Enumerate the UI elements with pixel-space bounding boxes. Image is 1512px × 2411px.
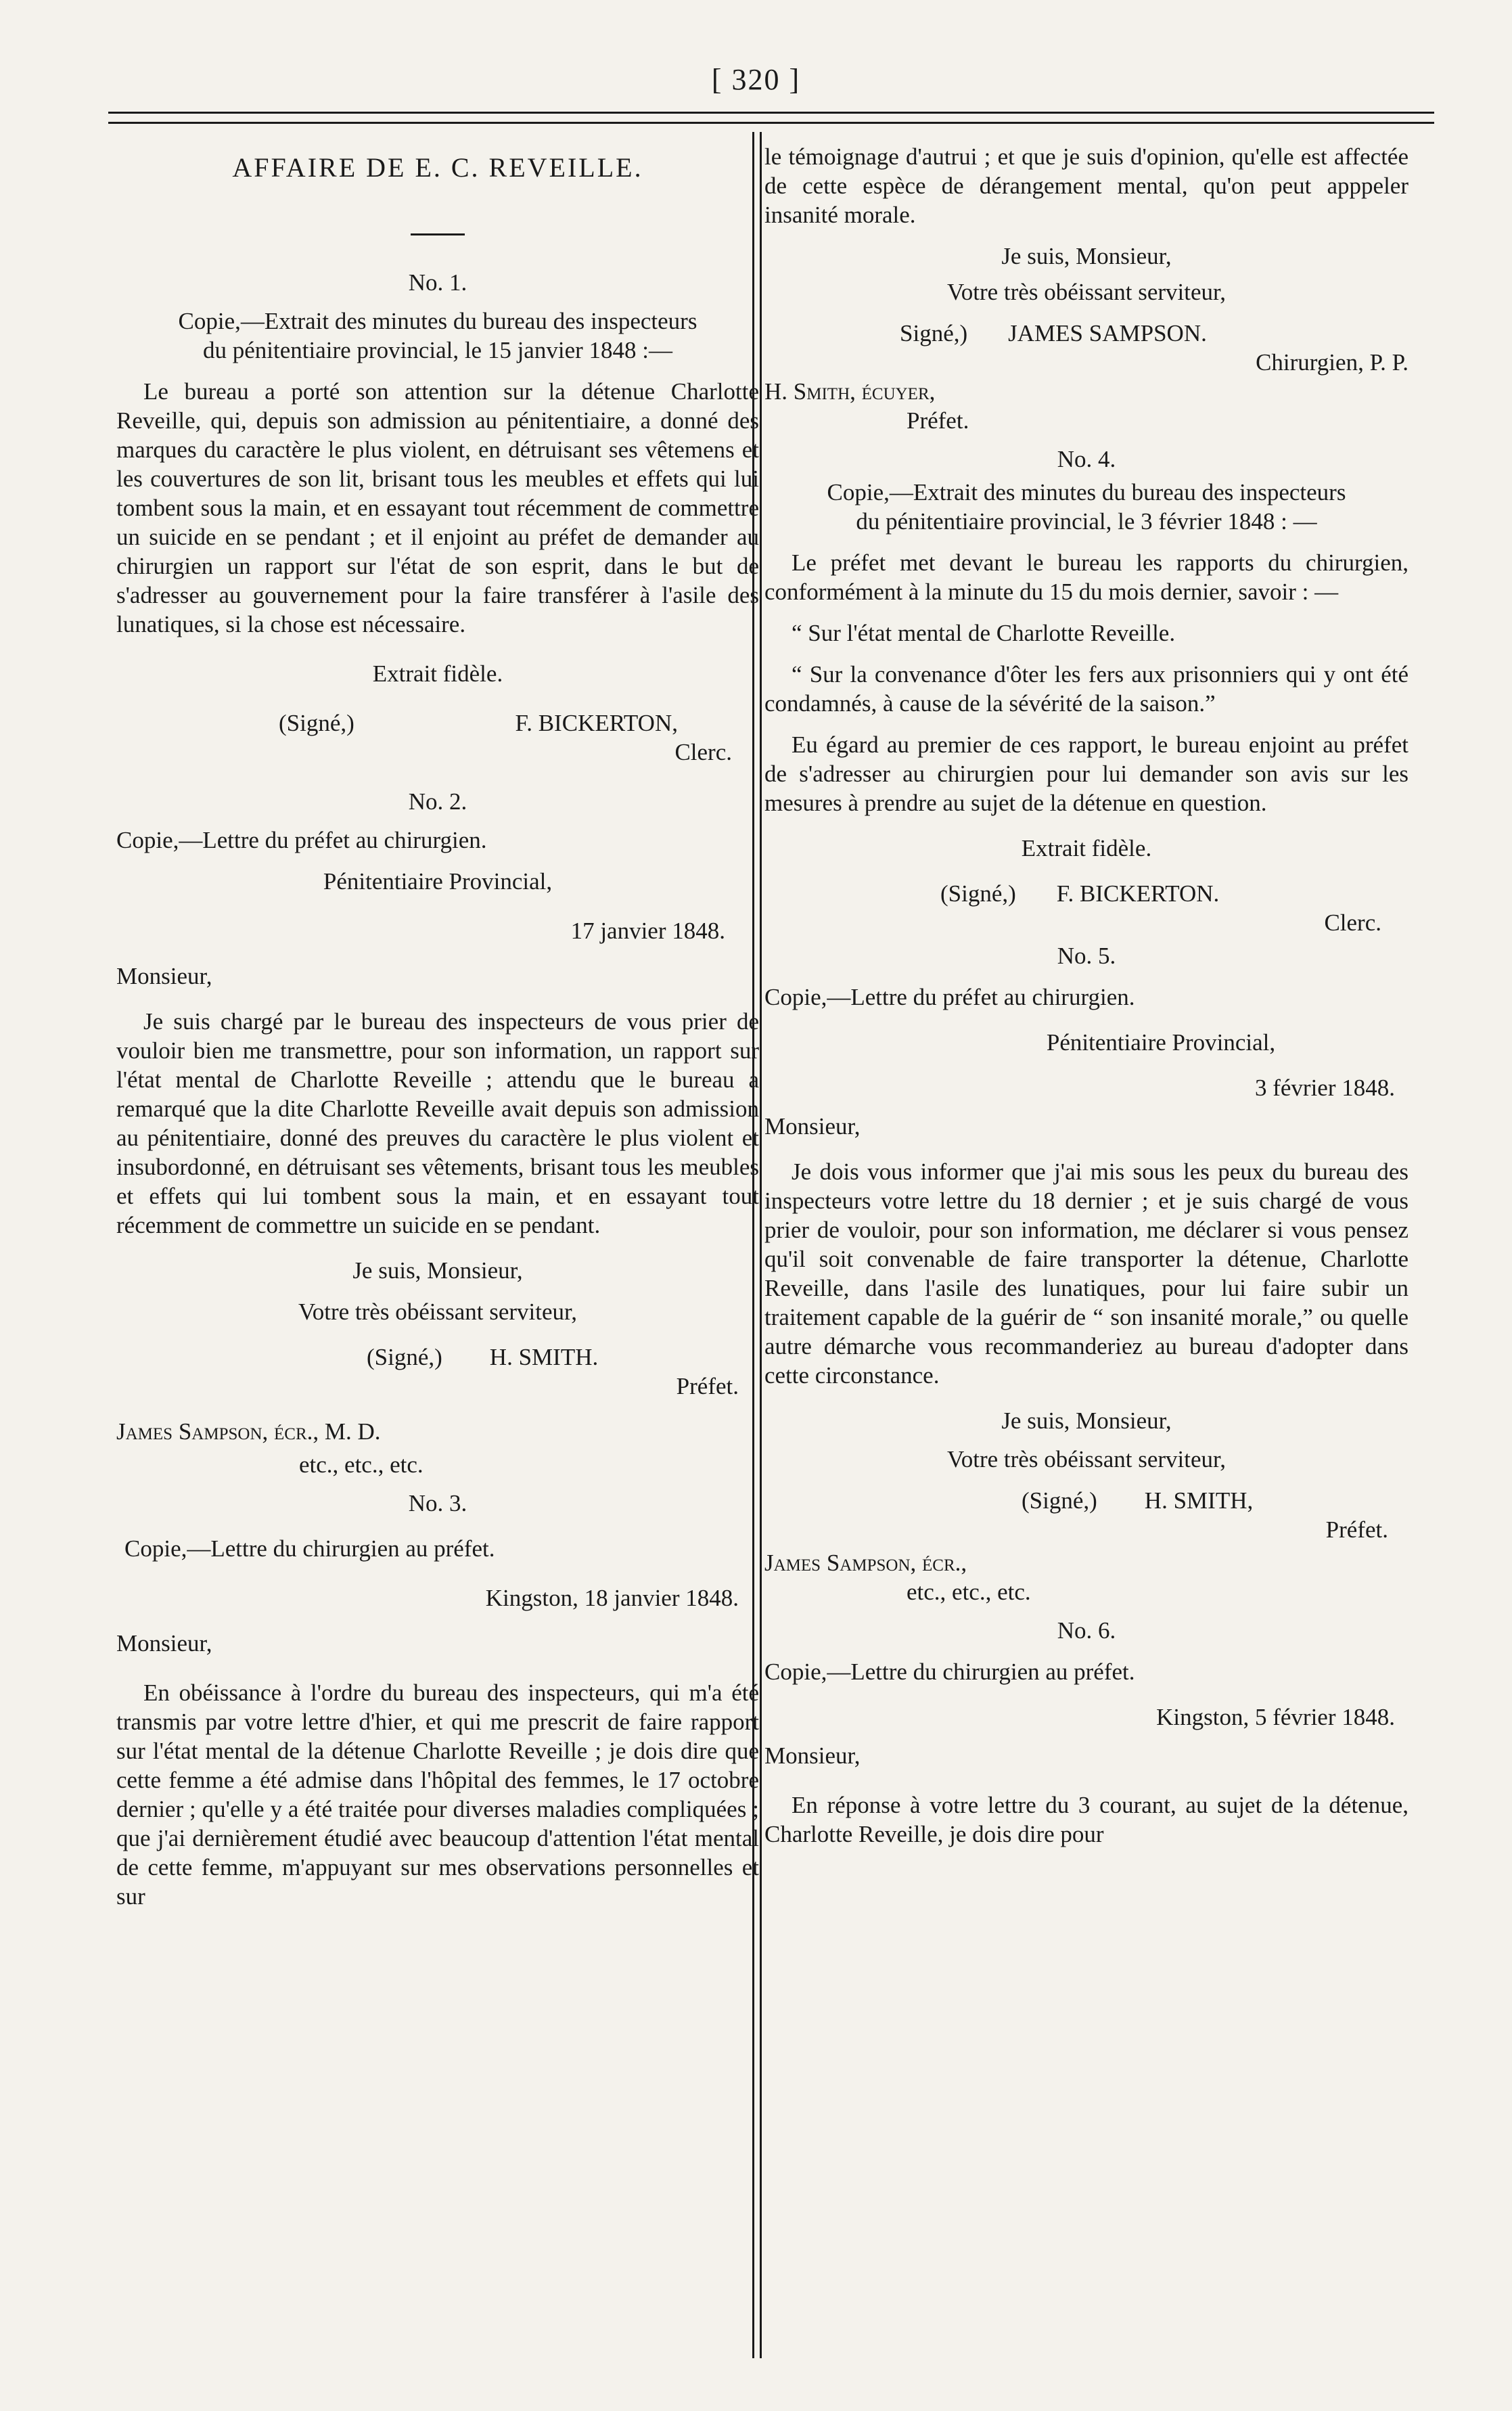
left-column	[116, 142, 759, 1911]
doc2-etc: etc., etc., etc.	[299, 1451, 423, 1478]
doc5-signature	[764, 1486, 1408, 1515]
doc3-signe: Signé,)	[900, 320, 968, 346]
doc1-signe: (Signé,)	[279, 710, 354, 736]
doc4-signer-name: F. BICKERTON.	[1056, 880, 1220, 907]
doc2-signer-name: H. SMITH.	[489, 1344, 599, 1370]
doc5-closing2: Votre très obéissant serviteur,	[946, 1446, 1227, 1472]
doc2-signature	[116, 1343, 759, 1372]
doc4-number: No. 4.	[1057, 446, 1116, 472]
doc3-number: No. 3.	[408, 1490, 467, 1516]
doc5-body: Je dois vous informer que j'ai mis sous les peux du bureau des inspecteurs votre lettre du 18 dernier ; et je suis chargé de vous prier de vouloir, pour son information, me déclarer si vous pensez qu'il soit convenable de faire transporter la détenue, Charlotte Reveille, dans l'asile des lunatiques, pour lui faire subir un traitement capable de la guérir de “ son insanité morale,” ou quelle autre démarche vous recommanderiez au bureau d'adopter dans cette circonstance.	[764, 1158, 1408, 1389]
doc1-signature	[116, 708, 759, 738]
header-rule-top	[108, 112, 1434, 114]
doc2-closing1: Je suis, Monsieur,	[352, 1257, 523, 1284]
doc5-place: Pénitentiaire Provincial,	[1046, 1029, 1276, 1056]
doc3-signer-name: JAMES SAMPSON.	[1008, 320, 1207, 346]
doc4-body2: Eu égard au premier de ces rapport, le bureau enjoint au préfet de s'adresser au chirurgien pour lui demander son avis sur les mesures à prendre au sujet de la détenue en question.	[764, 731, 1408, 816]
doc4-body: Le préfet met devant le bureau les rapports du chirurgien, conformément à la minute du 15 du mois dernier, savoir : —	[764, 549, 1408, 605]
doc4-quote2: “ Sur la convenance d'ôter les fers aux prisonniers qui y ont été condamnés, à cause de la sévérité de la saison.”	[764, 661, 1408, 717]
doc5-salutation: Monsieur,	[764, 1113, 861, 1140]
doc3-closing2: Votre très obéissant serviteur,	[946, 279, 1227, 305]
doc4-extrait: Extrait fidèle.	[1021, 835, 1152, 861]
doc6-salutation: Monsieur,	[764, 1742, 861, 1769]
doc1-body: Le bureau a porté son attention sur la détenue Charlotte Reveille, qui, depuis son admission au pénitentiaire, a donné des marques du caractère le plus violent, en détruisant ses vêtemens et les couvertures de son lit, brisant tous les meubles et effets qui lui tombent sous la main, et en essayant tout récemment de commettre un suicide en se pendant ; et il enjoint au préfet de demander au chirurgien un rapport sur l'état de son esprit, dans le but de s'adresser au gouvernement pour la faire transférer à l'asile des lunatiques, si la chose est nécessaire.	[116, 378, 759, 637]
doc2-date: 17 janvier 1848.	[570, 918, 725, 944]
doc2-body: Je suis chargé par le bureau des inspecteurs de vous prier de vouloir bien me transmettre, pour son information, un rapport sur l'état mental de Charlotte Reveille ; attendu que le bureau a remarqué que la dite Charlotte Reveille avait depuis son admission au pénitentiaire, donné des preuves du caractère le plus violent et insubordonné, en détruisant ses vêtements, brisant tous les meubles et effets qui lui tombent sous la main, et en essayant tout récemment de commettre un suicide en se pendant.	[116, 1008, 759, 1238]
doc4-signature	[764, 879, 1408, 908]
doc6-date: Kingston, 5 février 1848.	[1156, 1704, 1395, 1730]
doc4-signe: (Signé,)	[940, 880, 1016, 907]
doc5-closing1: Je suis, Monsieur,	[1001, 1407, 1172, 1434]
title-dash	[411, 233, 465, 235]
doc1-signer-role: Clerc.	[674, 739, 732, 765]
doc1-copie-line2: du pénitentiaire provincial, le 15 janvier 1848 :—	[203, 337, 672, 363]
doc2-copie: Copie,—Lettre du préfet au chirurgien.	[116, 827, 487, 853]
doc5-signe: (Signé,)	[1022, 1487, 1097, 1514]
doc3-body: En obéissance à l'ordre du bureau des inspecteurs, qui m'a été transmis par votre lettre d'hier, et qui me prescrit de faire rapport sur l'état mental de la détenue Charlotte Reveille ; je dois dire que cette femme a été admise dans l'hôpital des femmes, le 17 octobre dernier ; qu'elle y a été traitée pour diverses maladies compliquées ; que j'ai dernièrement étudié avec beaucoup d'attention l'état mental de cette femme, m'appuyant sur mes observations personnelles et sur	[116, 1680, 759, 1910]
doc3-date: Kingston, 18 janvier 1848.	[485, 1585, 739, 1611]
doc3-closing1: Je suis, Monsieur,	[1001, 243, 1172, 269]
doc2-signer-role: Préfet.	[676, 1373, 739, 1399]
doc5-date: 3 février 1848.	[1254, 1075, 1395, 1101]
doc3-copie: Copie,—Lettre du chirurgien au préfet.	[124, 1535, 495, 1562]
doc2-salutation: Monsieur,	[116, 963, 212, 989]
right-column	[764, 142, 1408, 1849]
doc4-quote1: “ Sur l'état mental de Charlotte Reveille.	[792, 620, 1176, 646]
doc2-signe: (Signé,)	[367, 1344, 442, 1370]
doc6-copie: Copie,—Lettre du chirurgien au préfet.	[764, 1659, 1135, 1685]
doc3-addressee-role: Préfet.	[907, 407, 969, 434]
doc4-copie-line1: Copie,—Extrait des minutes du bureau des inspecteurs	[827, 479, 1346, 505]
doc1-signer-name: F. BICKERTON,	[515, 710, 678, 736]
doc2-number: No. 2.	[408, 788, 467, 815]
article-title: AFFAIRE DE E. C. REVEILLE.	[232, 152, 643, 183]
doc3-continuation: le témoignage d'autrui ; et que je suis d'opinion, qu'elle est affectée de cette espèce de dérangement mental, qu'on peut apppeler insanité morale.	[764, 143, 1408, 228]
doc1-copie-line1: Copie,—Extrait des minutes du bureau des inspecteurs	[178, 308, 697, 334]
doc5-number: No. 5.	[1057, 943, 1116, 969]
doc3-signature	[764, 319, 1408, 348]
doc1-extrait: Extrait fidèle.	[372, 660, 503, 687]
header-rule-bottom	[108, 122, 1434, 124]
doc3-salutation: Monsieur,	[116, 1630, 212, 1657]
doc1-number: No. 1.	[408, 269, 467, 296]
doc6-body: En réponse à votre lettre du 3 courant, au sujet de la détenue, Charlotte Reveille, je dois dire pour	[764, 1792, 1408, 1847]
doc2-closing2: Votre très obéissant serviteur,	[298, 1299, 578, 1325]
doc5-signer-role: Préfet.	[1325, 1516, 1388, 1543]
doc6-number: No. 6.	[1057, 1617, 1116, 1644]
doc3-addressee: H. Smith, écuyer,	[764, 378, 936, 405]
doc5-addressee: James Sampson, écr.,	[764, 1550, 967, 1576]
doc5-copie: Copie,—Lettre du préfet au chirurgien.	[764, 984, 1135, 1010]
doc2-addressee: James Sampson, écr., M. D.	[116, 1418, 381, 1445]
doc3-signer-role: Chirurgien, P. P.	[1256, 349, 1408, 376]
doc5-signer-name: H. SMITH,	[1144, 1487, 1254, 1514]
doc4-copie-line2: du pénitentiaire provincial, le 3 février 1848 : —	[856, 508, 1317, 535]
page-number: [ 320 ]	[711, 63, 801, 96]
doc5-etc: etc., etc., etc.	[907, 1579, 1031, 1605]
doc4-signer-role: Clerc.	[1324, 909, 1381, 936]
doc2-place: Pénitentiaire Provincial,	[323, 868, 553, 895]
